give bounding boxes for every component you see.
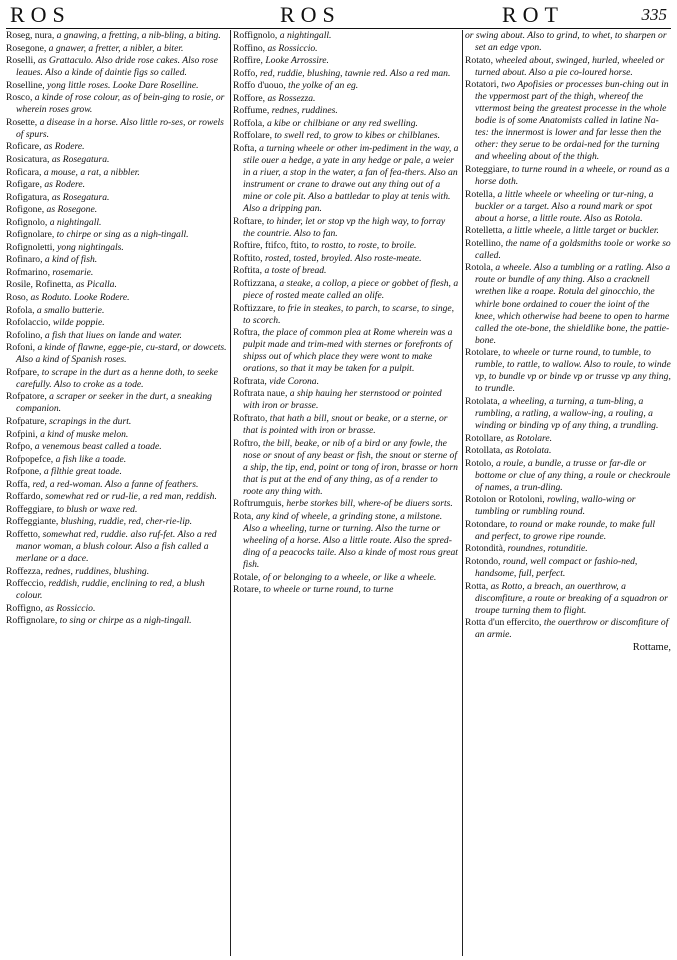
- entry-headword: Rosco,: [6, 92, 33, 104]
- dictionary-entry: [465, 519, 671, 543]
- dictionary-entry: [233, 511, 459, 571]
- dictionary-entry: [6, 391, 228, 415]
- entry-definition: a smallo butterie.: [36, 304, 105, 316]
- entry-definition: the place of common plea at Rome wherein was a pulpit made and trim-med with sternes or forefronts of shipss out of which place they were wont to make orations, so that it may be taken for a pulpit.: [243, 327, 453, 375]
- entry-headword: Rotare,: [233, 584, 261, 596]
- entry-headword: Rotatori,: [465, 79, 499, 91]
- dictionary-entry: [465, 55, 671, 79]
- entry-headword: Rotellino,: [465, 237, 504, 249]
- entry-definition: rosted, tosted, broyled. Also roste-meate.: [265, 252, 422, 264]
- entry-definition: to round or make rounde, to make full and perfect, to growe ripe rounde.: [475, 518, 656, 542]
- dictionary-entry: [6, 80, 228, 92]
- dictionary-entry: [233, 55, 459, 67]
- dictionary-entry: [465, 164, 671, 188]
- entry-headword: Roffola,: [233, 117, 265, 129]
- entry-definition: a kibe or chilbiane or any red swelling.: [266, 117, 418, 129]
- entry-definition: a little wheele, a little target or buckler.: [507, 225, 659, 237]
- entry-headword: Rofpini,: [6, 428, 38, 440]
- entry-headword: Rotta d'un effercito,: [465, 617, 542, 629]
- entry-headword: Roffa,: [6, 478, 31, 490]
- dictionary-entry: [6, 217, 228, 229]
- entry-headword: Rotolo,: [465, 457, 494, 469]
- entry-definition: rednes, ruddines.: [271, 105, 338, 117]
- entry-headword: Rofola,: [6, 304, 35, 316]
- entry-headword: Rotondare,: [465, 518, 508, 530]
- entry-definition: as Rotolare.: [505, 432, 553, 444]
- entry-definition: herbe storkes bill, where-of be diuers sorts.: [286, 498, 453, 510]
- entry-headword: Roftrata,: [233, 375, 267, 387]
- entry-definition: to turne round in a wheele, or round as a horse doth.: [475, 164, 670, 188]
- dictionary-entry: [6, 117, 228, 141]
- entry-headword: Rosegone,: [6, 42, 47, 54]
- entry-definition: a fish like a toade.: [55, 453, 127, 465]
- dictionary-entry: [465, 556, 671, 580]
- entry-definition: red, a red-woman. Also a fanne of feathers.: [32, 478, 199, 490]
- dictionary-entry: [233, 216, 459, 240]
- entry-headword: Roffire,: [233, 55, 263, 67]
- dictionary-entry: [465, 225, 671, 237]
- entry-definition: to chirpe or sing as a nigh-tingall.: [56, 229, 189, 241]
- dictionary-entry: [6, 317, 228, 329]
- dictionary-entry: [233, 68, 459, 80]
- entry-definition: round, well compact or fashio-ned, handsome, full, perfect.: [475, 556, 638, 580]
- entry-definition: roundnes, rotunditie.: [507, 543, 588, 555]
- entry-headword: Rotondità,: [465, 543, 506, 555]
- dictionary-entry: [6, 30, 228, 42]
- dictionary-entry: [465, 396, 671, 432]
- dictionary-entry: [6, 55, 228, 79]
- entry-headword: Roffume,: [233, 105, 270, 117]
- entry-definition: wheeled about, swinged, hurled, wheeled or turned about. Also a pie co-loured horse.: [475, 54, 665, 78]
- entry-headword: Rofpare,: [6, 366, 40, 378]
- entry-headword: Roffetto,: [6, 528, 41, 540]
- dictionary-entry: [6, 154, 228, 166]
- dictionary-entry: [6, 330, 228, 342]
- dictionary-entry: [6, 578, 228, 602]
- dictionary-entry: [465, 433, 671, 445]
- entry-headword: Rofpopefce,: [6, 453, 54, 465]
- entry-headword: Roffignolo,: [233, 30, 278, 41]
- entry-headword: Rotta,: [465, 580, 489, 592]
- header-right-word: ROT: [502, 2, 564, 27]
- column-1: [6, 30, 228, 960]
- dictionary-entry: [6, 204, 228, 216]
- entry-headword: Rofigone,: [6, 204, 45, 216]
- entry-definition: a kind of muske melon.: [40, 428, 129, 440]
- column-3: [465, 30, 671, 960]
- entry-headword: Rotollata,: [465, 445, 503, 457]
- entry-headword: Rofmarino,: [6, 266, 50, 278]
- dictionary-entry: [233, 438, 459, 498]
- dictionary-entry: [465, 189, 671, 225]
- entry-headword: Rotollare,: [465, 432, 504, 444]
- entry-headword: Roftrumguis,: [233, 498, 284, 510]
- dictionary-entry: [233, 118, 459, 130]
- entry-headword: Rofigatura,: [6, 191, 50, 203]
- entry-definition: any kind of wheele, a grinding stone, a milstone. Also a wheeling, turne or turning. Also the turne or wheeling of a horse. Also a little route. Also the spred-ding of a peacocks taile. Also a kinde of most rous great fish.: [243, 510, 458, 571]
- entry-definition: a fish that liues on lande and water.: [44, 329, 182, 341]
- entry-definition: a turning wheele or other im-pediment in the way, a stile ouer a hedge, a yate in any hedge or pale, a weier in a riuer, a stop in the water, a fan of fea-thers. Also an instrument or crane to drawe out any thing out of a mine or cole pit. Also a battledar to play at tenis with. Also a dripping pan.: [243, 142, 459, 215]
- dictionary-entry: [233, 572, 459, 584]
- entry-definition: a disease in a horse. Also little ro-ses, or rowels of spurs.: [16, 116, 224, 140]
- entry-headword: Rotelletta,: [465, 225, 505, 237]
- dictionary-entry: [6, 141, 228, 153]
- entry-headword: Rotale,: [233, 571, 261, 583]
- entry-headword: Roffignolare,: [6, 615, 58, 627]
- entry-definition: reddish, ruddie, enclining to red, a blush colour.: [16, 578, 205, 602]
- entry-definition: a gnawing, a fretting, a nib-bling, a biting.: [56, 30, 221, 41]
- header-center-word: ROS: [280, 2, 341, 27]
- dictionary-entry: [233, 376, 459, 388]
- dictionary-entry: [465, 262, 671, 346]
- dictionary-entry: [465, 445, 671, 457]
- dictionary-entry: [465, 30, 671, 54]
- entry-headword: Roso,: [6, 291, 29, 303]
- entry-headword: Rosicatura,: [6, 153, 50, 165]
- entry-definition: as Rodere.: [44, 179, 86, 191]
- dictionary-entry: [465, 79, 671, 163]
- entry-headword: Rotolon or Rotoloni,: [465, 494, 545, 506]
- dictionary-entry: [6, 192, 228, 204]
- entry-headword: Roffezza,: [6, 565, 43, 577]
- entry-definition: to hinder, let or stop vp the high way, to forray the countrie. Also to fan.: [243, 215, 446, 239]
- entry-headword: Roficare,: [6, 141, 42, 153]
- entry-headword: Roftrato,: [233, 412, 268, 424]
- entry-headword: Roffolare,: [233, 130, 272, 142]
- entry-definition: a toste of bread.: [264, 265, 327, 277]
- entry-definition: two Apofisies or processes bun-ching out in the vppermost part of the thigh, whereof the vttermost being the greatest processe in the whole bodie is of some Anatomists called in latine Na-tes: the innermost is lower and far lesse then the other: they serue to be ordai-ned for the turning and wheeling about of the thigh.: [475, 79, 669, 163]
- dictionary-entry: [6, 429, 228, 441]
- entry-definition: a mouse, a rat, a nibbler.: [43, 166, 140, 178]
- entry-headword: Rofolaccio,: [6, 317, 51, 329]
- entry-definition: a nightingall.: [49, 216, 102, 228]
- entry-definition: of or belonging to a wheele, or like a wheele.: [262, 571, 437, 583]
- entry-headword: Rofpature,: [6, 415, 47, 427]
- dictionary-entry: [6, 305, 228, 317]
- page-number: 335: [641, 5, 667, 24]
- entry-headword: Rofignoletti,: [6, 241, 55, 253]
- entry-definition: a little wheele or wheeling or tur-ning, a buckler or a target. Also a round mark or spot about a horse, a little route. Also as Rotola.: [475, 188, 654, 224]
- dictionary-entry: [6, 92, 228, 116]
- entry-headword: Rofigare,: [6, 179, 42, 191]
- dictionary-entry: [233, 105, 459, 117]
- entry-headword: Roffeggiare,: [6, 503, 55, 515]
- entry-definition: red, ruddie, blushing, tawnie red. Also a red man.: [260, 67, 451, 79]
- dictionary-entry: [233, 43, 459, 55]
- entry-headword: Rofpo,: [6, 441, 33, 453]
- entry-headword: Rofpatore,: [6, 391, 47, 403]
- dictionary-entry: [233, 584, 459, 596]
- dictionary-entry: [6, 441, 228, 453]
- dictionary-entry: [6, 279, 228, 291]
- entry-headword: Roffeggiante,: [6, 516, 59, 528]
- entry-definition: somewhat red, ruddie. also ruf-fet. Also a red manor woman, a blush colour. Also a fish called a merlane or a dace.: [16, 528, 217, 564]
- dictionary-entry: [233, 303, 459, 327]
- entry-definition: the yolke of an eg.: [288, 80, 359, 92]
- dictionary-entry: [6, 529, 228, 565]
- entry-headword: Rotola,: [465, 262, 493, 274]
- entry-definition: as Rossezza.: [267, 92, 316, 104]
- entry-headword: Roffardo,: [6, 491, 43, 503]
- dictionary-entry: [6, 43, 228, 55]
- dictionary-entry: [233, 498, 459, 510]
- columns: [6, 30, 671, 960]
- entry-headword: Roftito,: [233, 252, 263, 264]
- entry-definition: blushing, ruddie, red, cher-rie-lip.: [60, 516, 193, 528]
- dictionary-entry: [465, 347, 671, 395]
- column-2: [233, 30, 459, 960]
- entry-headword: Rota,: [233, 510, 254, 522]
- entry-headword: Roffino,: [233, 42, 266, 54]
- dictionary-entry: [233, 265, 459, 277]
- entry-headword: Roffigno,: [6, 602, 43, 614]
- entry-headword: Roselline,: [6, 79, 45, 91]
- entry-headword: Roteggiare,: [465, 164, 510, 176]
- entry-headword: Roftrata naue,: [233, 388, 288, 400]
- header-left-word: ROS: [10, 2, 71, 27]
- entry-definition: scrapings in the durt.: [49, 415, 132, 427]
- entry-definition: as Rosegatura.: [51, 153, 110, 165]
- dictionary-entry: [6, 416, 228, 428]
- entry-definition: the ouerthrow or discomfiture of an armie.: [475, 617, 669, 641]
- entry-headword: Roftita,: [233, 265, 263, 277]
- dictionary-entry: [6, 603, 228, 615]
- entry-headword: Roftare,: [233, 215, 265, 227]
- entry-definition: as Rossiccio.: [267, 42, 318, 54]
- entry-headword: Roffo,: [233, 67, 258, 79]
- catchword: Rottame,: [632, 642, 671, 654]
- entry-definition: a ship hauing her sternstood or pointed with iron or brasse.: [243, 388, 442, 412]
- entry-headword: Roffore,: [233, 92, 266, 104]
- entry-definition: as Rodere.: [43, 141, 85, 153]
- entry-headword: Roseg, nura,: [6, 30, 55, 41]
- dictionary-entry: [233, 30, 459, 42]
- entry-definition: as Roduto. Looke Rodere.: [30, 291, 130, 303]
- entry-definition: rednes, ruddines, blushing.: [45, 565, 150, 577]
- entry-headword: Roftizzana,: [233, 277, 277, 289]
- dictionary-entry: [6, 292, 228, 304]
- dictionary-entry: [233, 413, 459, 437]
- dictionary-entry: [465, 494, 671, 518]
- entry-headword: Rofta,: [233, 142, 257, 154]
- dictionary-entry: [233, 80, 459, 92]
- entry-definition: a scraper or seeker in the durt, a sneaking companion.: [16, 391, 212, 415]
- entry-definition: to blush or waxe red.: [56, 503, 138, 515]
- dictionary-entry: [6, 516, 228, 528]
- dictionary-entry: [6, 167, 228, 179]
- dictionary-entry: [233, 327, 459, 375]
- entry-headword: Roffo d'uouo,: [233, 80, 286, 92]
- entry-definition: a wheele. Also a tumbling or a ratling. Also a route or bundle of any thing. Also a cracknell wrethen like a roape. Rotula del ginocchio, the whirle bone ordained to couer the ioint of the knee, which otherwise had beene to open to harme called the ote-bone, the shieldlike bone, the pattie-bone.: [475, 262, 671, 346]
- dictionary-entry: [465, 581, 671, 617]
- dictionary-entry: [6, 229, 228, 241]
- entry-headword: Rotella,: [465, 188, 496, 200]
- entry-headword: Rosile, Rofinetta,: [6, 279, 74, 291]
- entry-headword: Rosette,: [6, 116, 38, 128]
- entry-definition: to scrape in the durt as a henne doth, to seeke carefully. Also to croke as a tode.: [16, 366, 218, 390]
- dictionary-entry: [465, 543, 671, 555]
- entry-definition: a gnawer, a fretter, a nibler, a biter.: [48, 42, 184, 54]
- dictionary-entry: [465, 617, 671, 641]
- entry-definition: a nightingall.: [279, 30, 332, 41]
- entry-definition: to rostto, to roste, to broile.: [311, 240, 417, 252]
- dictionary-entry: [233, 388, 459, 412]
- entry-definition: as Grattaculo. Also dride rose cakes. Also rose leaues. Also a kinde of daintie figs so called.: [16, 55, 218, 79]
- dictionary-entry: [6, 491, 228, 503]
- dictionary-entry: [6, 479, 228, 491]
- entry-definition: wilde poppie.: [52, 317, 105, 329]
- entry-definition: as Rosegone.: [46, 204, 98, 216]
- dictionary-entry: [6, 267, 228, 279]
- entry-headword: Rofignolare,: [6, 229, 55, 241]
- dictionary-entry: [6, 254, 228, 266]
- entry-definition: rowling, wallo-wing or tumbling or rumbling round.: [475, 494, 636, 518]
- dictionary-entry: [233, 93, 459, 105]
- dictionary-entry: [6, 242, 228, 254]
- dictionary-entry: [233, 240, 459, 252]
- entry-definition: a kinde of rose colour, as of bein-ging to rosie, or wherein roses grow.: [16, 92, 225, 116]
- entry-definition: to frie in steakes, to parch, to scarse, to singe, to scorch.: [243, 302, 455, 326]
- dictionary-entry: [6, 367, 228, 391]
- dictionary-entry: [233, 278, 459, 302]
- entry-definition: to swell red, to grow to kibes or chilblanes.: [274, 130, 440, 142]
- dictionary-entry: [6, 466, 228, 478]
- dictionary-entry: [233, 143, 459, 215]
- entry-headword: Rofolino,: [6, 329, 43, 341]
- entry-headword: Roselli,: [6, 55, 36, 67]
- entry-definition: a wheeling, a turning, a tum-bling, a rumbling, a ratling, a wallow-ing, a rouling, a winding or binding vp of any thing, a trundling.: [475, 395, 659, 431]
- entry-definition: a kind of fish.: [44, 254, 98, 266]
- entry-definition: rosemarie.: [52, 266, 94, 278]
- running-header: [6, 2, 671, 29]
- entry-headword: Roftra,: [233, 327, 260, 339]
- dictionary-entry: [465, 238, 671, 262]
- entry-definition: as Rosegatura.: [51, 191, 110, 203]
- entry-definition: Looke Arrossire.: [265, 55, 329, 67]
- entry-headword: Roffeccio,: [6, 578, 47, 590]
- entry-headword: Rotondo,: [465, 556, 501, 568]
- entry-definition: a steake, a collop, a piece or gobbet of flesh, a piece of rosted meate called an olife.: [243, 277, 459, 301]
- entry-definition: as Rossiccio.: [45, 602, 96, 614]
- dictionary-entry: [6, 179, 228, 191]
- entry-headword: Roftire, ftifco, ftito,: [233, 240, 309, 252]
- dictionary-entry: [6, 454, 228, 466]
- entry-headword: Roftro,: [233, 437, 261, 449]
- entry-definition: that hath a bill, snout or beake, or a sterne, or that is pointed with iron or brasse.: [243, 412, 448, 436]
- entry-definition: yong little roses. Looke Dare Roselline.: [47, 79, 199, 91]
- entry-headword: Rofignolo,: [6, 216, 48, 228]
- entry-headword: Roficara,: [6, 166, 42, 178]
- entry-definition: somewhat red or rud-lie, a red man, reddish.: [45, 491, 217, 503]
- dictionary-entry: [6, 566, 228, 578]
- dictionary-entry: [6, 504, 228, 516]
- entry-definition: a kinde of flawne, egge-pie, cu-stard, or dowcets. Also a kind of Spanish roses.: [16, 342, 227, 366]
- dictionary-entry: [233, 253, 459, 265]
- entry-definition: the bill, beake, or nib of a bird or any fowle, the nose or snout of any beast or fish, the snout or sterne of a ship, the tip, end, point or tong of iron, brasse or horn that is put at the end of any thing, as of a render to roote any thing with.: [243, 437, 458, 497]
- entry-definition: the name of a goldsmiths toole or worke so called.: [475, 237, 671, 261]
- dictionary-entry: [6, 342, 228, 366]
- dictionary-entry: [6, 615, 228, 627]
- entry-headword: Rotolare,: [465, 347, 501, 359]
- entry-headword: Rofoni,: [6, 342, 36, 354]
- entry-definition: or swing about. Also to grind, to whet, to sharpen or set an edge vpon.: [465, 30, 667, 54]
- entry-definition: vide Corona.: [269, 375, 319, 387]
- entry-definition: yong nightingals.: [57, 241, 124, 253]
- entry-definition: to wheele or turne round, to tumble, to rumble, to rattle, to wallow. Also to roule, to winde vp, to bundle vp or binde vp or trusse vp any thing, to trundle.: [475, 347, 671, 395]
- entry-definition: a roule, a bundle, a trusse or far-dle or bottome or clue of any thing, a roule or checkroule of names, a trun-dling.: [475, 457, 671, 493]
- entry-definition: a venemous beast called a toade.: [34, 441, 162, 453]
- entry-definition: as Rotolata.: [504, 445, 552, 457]
- dictionary-entry: [465, 458, 671, 494]
- entry-headword: Rotato,: [465, 54, 493, 66]
- entry-definition: as Rotto, a breach, an ouerthrow, a discomfiture, a route or breaking of a squadron or troupe turning them to flight.: [475, 580, 668, 616]
- entry-headword: Rotolata,: [465, 395, 500, 407]
- entry-definition: to wheele or turne round, to turne: [263, 584, 394, 596]
- entry-definition: as Picalla.: [75, 279, 117, 291]
- dictionary-entry: [233, 130, 459, 142]
- entry-headword: Rofpone,: [6, 466, 42, 478]
- entry-headword: Roftizzare,: [233, 302, 276, 314]
- entry-definition: to sing or chirpe as a nigh-tingall.: [59, 615, 192, 627]
- entry-definition: a filthie great toade.: [43, 466, 122, 478]
- entry-headword: Rofinaro,: [6, 254, 43, 266]
